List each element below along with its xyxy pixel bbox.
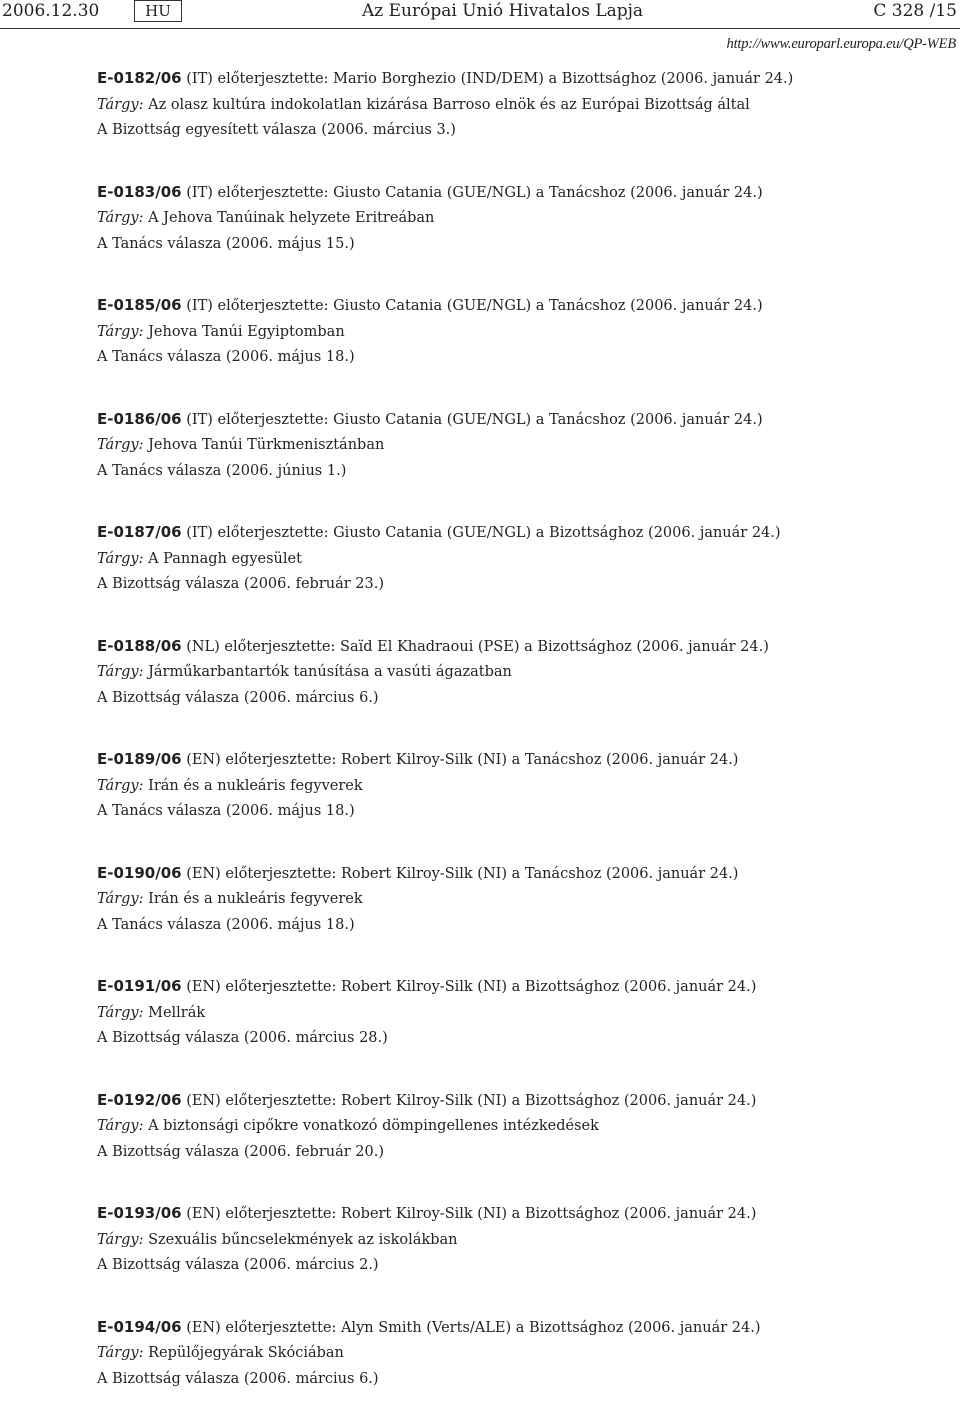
subject-label: Tárgy: <box>97 778 143 794</box>
answer-line: A Bizottság válasza (2006. március 6.) <box>97 1367 947 1393</box>
question-entry <box>97 293 947 407</box>
question-subject <box>97 547 947 573</box>
subject-text: Az olasz kultúra indokolatlan kizárása Barroso elnök és az Európai Bizottság által <box>148 97 750 113</box>
answer-line: A Bizottság válasza (2006. március 2.) <box>97 1253 947 1279</box>
subject-text: Irán és a nukleáris fegyverek <box>148 891 363 907</box>
answer-line: A Tanács válasza (2006. május 18.) <box>97 913 947 939</box>
question-list <box>97 66 947 1428</box>
header-divider <box>0 28 960 29</box>
question-heading <box>97 747 947 774</box>
question-subject <box>97 320 947 346</box>
answer-line: A Bizottság egyesített válasza (2006. március 3.) <box>97 118 947 144</box>
subject-text: Mellrák <box>148 1005 205 1021</box>
question-subject <box>97 1114 947 1140</box>
answer-line: A Tanács válasza (2006. június 1.) <box>97 459 947 485</box>
subject-label: Tárgy: <box>97 324 143 340</box>
question-subject <box>97 1341 947 1367</box>
subject-label: Tárgy: <box>97 1005 143 1021</box>
question-heading <box>97 1315 947 1342</box>
question-meta: (IT) előterjesztette: Mario Borghezio (IND/DEM) a Bizottsághoz (2006. január 24.) <box>186 71 793 87</box>
question-heading <box>97 861 947 888</box>
question-entry <box>97 861 947 975</box>
question-code: E-0191/06 <box>97 977 182 995</box>
question-meta: (IT) előterjesztette: Giusto Catania (GUE/NGL) a Tanácshoz (2006. január 24.) <box>186 412 762 428</box>
question-meta: (IT) előterjesztette: Giusto Catania (GUE/NGL) a Bizottsághoz (2006. január 24.) <box>186 525 780 541</box>
question-meta: (EN) előterjesztette: Robert Kilroy-Silk (NI) a Bizottsághoz (2006. január 24.) <box>186 1206 756 1222</box>
page-number: C 328 /15 <box>873 1 957 21</box>
question-meta: (IT) előterjesztette: Giusto Catania (GUE/NGL) a Tanácshoz (2006. január 24.) <box>186 298 762 314</box>
question-code: E-0189/06 <box>97 750 182 768</box>
question-subject <box>97 93 947 119</box>
answer-line: A Bizottság válasza (2006. március 6.) <box>97 686 947 712</box>
question-heading <box>97 1201 947 1228</box>
question-entry <box>97 407 947 521</box>
subject-label: Tárgy: <box>97 1345 143 1361</box>
answer-line: A Bizottság válasza (2006. március 28.) <box>97 1026 947 1052</box>
subject-text: Járműkarbantartók tanúsítása a vasúti ágazatban <box>148 664 512 680</box>
question-code: E-0192/06 <box>97 1091 182 1109</box>
subject-text: A biztonsági cipőkre vonatkozó dömpingellenes intézkedések <box>148 1118 599 1134</box>
question-heading <box>97 1088 947 1115</box>
answer-line: A Bizottság válasza (2006. február 23.) <box>97 572 947 598</box>
question-meta: (EN) előterjesztette: Robert Kilroy-Silk (NI) a Bizottsághoz (2006. január 24.) <box>186 979 756 995</box>
question-meta: (EN) előterjesztette: Robert Kilroy-Silk (NI) a Tanácshoz (2006. január 24.) <box>186 752 738 768</box>
subject-text: A Jehova Tanúinak helyzete Eritreában <box>148 210 434 226</box>
question-subject <box>97 774 947 800</box>
question-heading <box>97 407 947 434</box>
question-meta: (EN) előterjesztette: Alyn Smith (Verts/ALE) a Bizottsághoz (2006. január 24.) <box>186 1320 760 1336</box>
question-entry <box>97 747 947 861</box>
question-subject <box>97 1228 947 1254</box>
page-header <box>0 0 960 30</box>
question-entry <box>97 66 947 180</box>
subject-label: Tárgy: <box>97 97 143 113</box>
question-meta: (NL) előterjesztette: Saïd El Khadraoui (PSE) a Bizottsághoz (2006. január 24.) <box>186 639 769 655</box>
question-entry <box>97 1315 947 1428</box>
question-code: E-0194/06 <box>97 1318 182 1336</box>
question-meta: (EN) előterjesztette: Robert Kilroy-Silk (NI) a Tanácshoz (2006. január 24.) <box>186 866 738 882</box>
answer-line: A Tanács válasza (2006. május 15.) <box>97 232 947 258</box>
subject-label: Tárgy: <box>97 551 143 567</box>
subject-text: A Pannagh egyesület <box>148 551 302 567</box>
question-subject <box>97 887 947 913</box>
question-entry <box>97 1088 947 1202</box>
answer-line: A Tanács válasza (2006. május 18.) <box>97 799 947 825</box>
question-subject <box>97 1001 947 1027</box>
subject-label: Tárgy: <box>97 1118 143 1134</box>
question-heading <box>97 180 947 207</box>
question-code: E-0183/06 <box>97 183 182 201</box>
question-heading <box>97 293 947 320</box>
question-subject <box>97 660 947 686</box>
subject-text: Irán és a nukleáris fegyverek <box>148 778 363 794</box>
question-code: E-0186/06 <box>97 410 182 428</box>
question-heading <box>97 634 947 661</box>
subject-text: Jehova Tanúi Egyiptomban <box>148 324 345 340</box>
question-meta: (IT) előterjesztette: Giusto Catania (GUE/NGL) a Tanácshoz (2006. január 24.) <box>186 185 762 201</box>
source-url[interactable]: http://www.europarl.europa.eu/QP-WEB <box>727 36 956 53</box>
question-heading <box>97 520 947 547</box>
question-meta: (EN) előterjesztette: Robert Kilroy-Silk (NI) a Bizottsághoz (2006. január 24.) <box>186 1093 756 1109</box>
question-code: E-0190/06 <box>97 864 182 882</box>
subject-text: Szexuális bűncselekmények az iskolákban <box>148 1232 457 1248</box>
question-code: E-0193/06 <box>97 1204 182 1222</box>
subject-label: Tárgy: <box>97 210 143 226</box>
subject-label: Tárgy: <box>97 1232 143 1248</box>
language-badge: HU <box>134 0 182 22</box>
question-entry <box>97 180 947 294</box>
question-entry <box>97 974 947 1088</box>
question-entry <box>97 520 947 634</box>
subject-text: Repülőjegyárak Skóciában <box>148 1345 344 1361</box>
journal-title: Az Európai Unió Hivatalos Lapja <box>362 1 643 21</box>
question-code: E-0185/06 <box>97 296 182 314</box>
question-entry <box>97 634 947 748</box>
question-code: E-0182/06 <box>97 69 182 87</box>
subject-label: Tárgy: <box>97 437 143 453</box>
question-entry <box>97 1201 947 1315</box>
question-subject <box>97 206 947 232</box>
question-heading <box>97 66 947 93</box>
question-code: E-0187/06 <box>97 523 182 541</box>
question-subject <box>97 433 947 459</box>
subject-label: Tárgy: <box>97 891 143 907</box>
publication-date: 2006.12.30 <box>2 1 99 21</box>
question-heading <box>97 974 947 1001</box>
answer-line: A Bizottság válasza (2006. február 20.) <box>97 1140 947 1166</box>
subject-text: Jehova Tanúi Türkmenisztánban <box>148 437 384 453</box>
subject-label: Tárgy: <box>97 664 143 680</box>
answer-line: A Tanács válasza (2006. május 18.) <box>97 345 947 371</box>
question-code: E-0188/06 <box>97 637 182 655</box>
